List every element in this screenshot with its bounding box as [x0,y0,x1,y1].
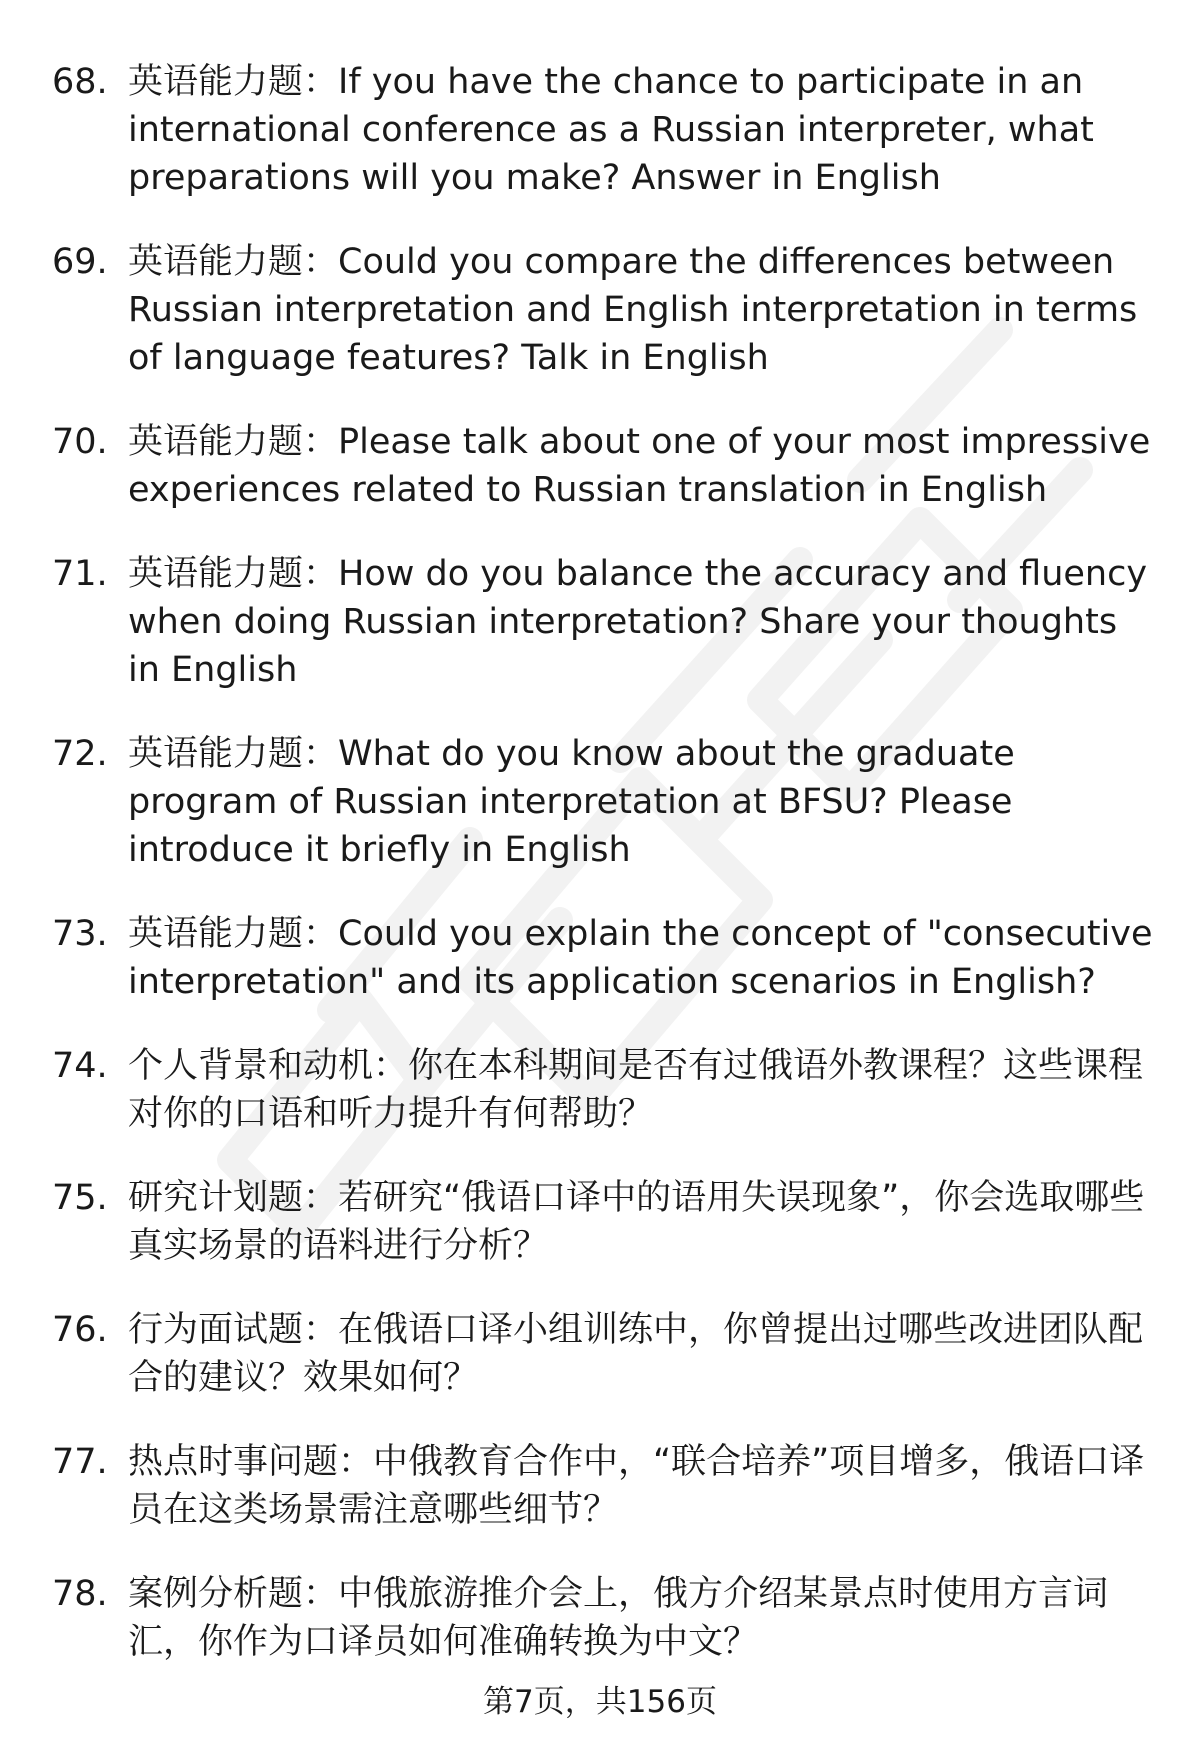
question-text: 英语能力题：What do you know about the graduate program of Russian interpretation at BFSU? Please introduce it briefly in English [128,734,1015,870]
question-number: 69. [52,242,108,282]
question-number: 70. [52,422,108,462]
question-number: 71. [52,554,108,594]
question-text: 热点时事问题：中俄教育合作中，“联合培养”项目增多，俄语口译员在这类场景需注意哪些细节？ [128,1442,1145,1530]
question-number: 75. [52,1178,108,1218]
question-text: 研究计划题：若研究“俄语口译中的语用失误现象”，你会选取哪些真实场景的语料进行分析？ [128,1178,1145,1266]
question-item [0,1042,1200,1138]
question-item [0,1174,1200,1270]
question-text: 英语能力题：Could you explain the concept of "consecutive interpretation" and its application scenarios in English? [128,914,1153,1002]
question-text: 英语能力题：How do you balance the accuracy and fluency when doing Russian interpretation? Share your thoughts in English [128,554,1148,690]
question-text: 英语能力题：Could you compare the differences between Russian interpretation and English interpretation in terms of language features? Talk in English [128,242,1138,378]
question-item [0,238,1200,382]
question-text: 行为面试题：在俄语口译小组训练中，你曾提出过哪些改进团队配合的建议？效果如何？ [128,1310,1144,1398]
question-text: 个人背景和动机：你在本科期间是否有过俄语外教课程？这些课程对你的口语和听力提升有何帮助？ [128,1046,1144,1134]
question-item [0,730,1200,874]
question-text: 英语能力题：If you have the chance to participate in an international conference as a Russian interpreter, what preparations will you make? Answer in English [128,62,1094,198]
question-number: 78. [52,1574,108,1614]
question-number: 72. [52,734,108,774]
question-item [0,1306,1200,1402]
question-item [0,1438,1200,1534]
question-text: 案例分析题：中俄旅游推介会上，俄方介绍某景点时使用方言词汇，你作为口译员如何准确转换为中文？ [128,1574,1109,1662]
question-item [0,58,1200,202]
question-item [0,910,1200,1006]
question-number: 76. [52,1310,108,1350]
question-number: 74. [52,1046,108,1086]
question-number: 68. [52,62,108,102]
question-item [0,418,1200,514]
page-number-label: 第7页，共156页 [483,1684,717,1720]
question-number: 77. [52,1442,108,1482]
question-number: 73. [52,914,108,954]
question-item [0,550,1200,694]
question-item [0,1570,1200,1666]
question-list [0,58,1200,1702]
question-text: 英语能力题：Please talk about one of your most impressive experiences related to Russian translation in English [128,422,1151,510]
page-footer [0,1680,1200,1724]
